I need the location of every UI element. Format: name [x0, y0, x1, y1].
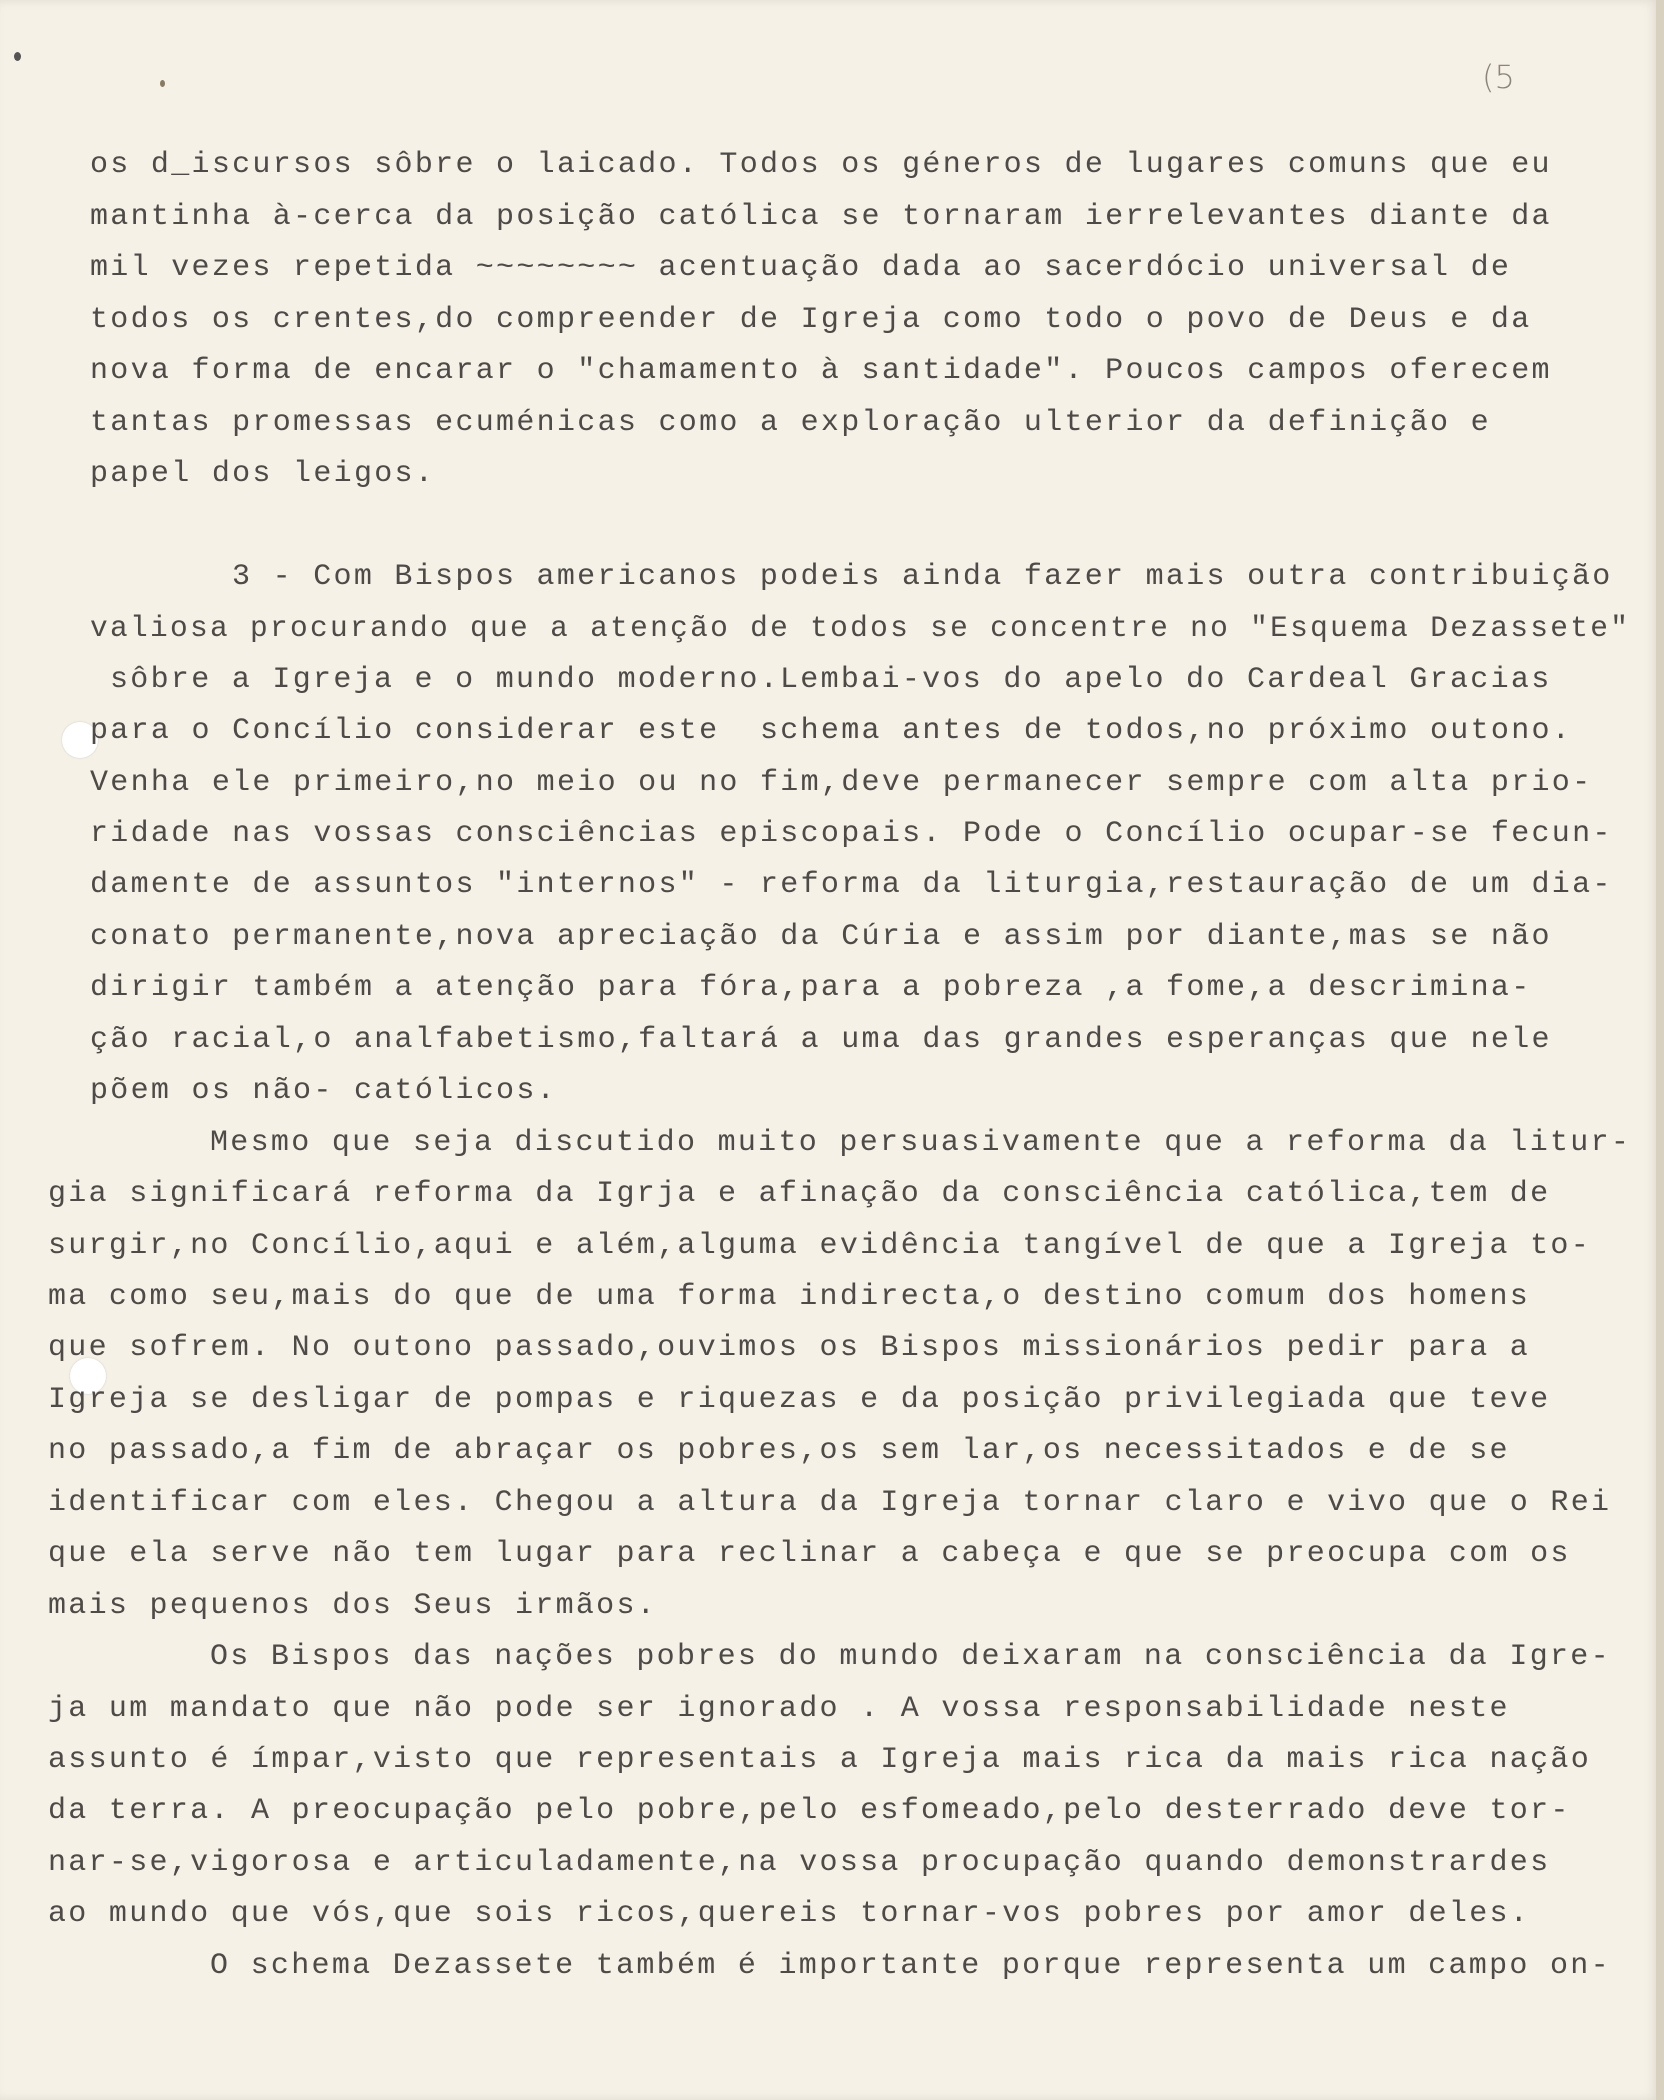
page-edge	[1656, 0, 1664, 2100]
text-line: valiosa procurando que a atenção de todos se concentre no "Esquema Dezassete"	[90, 611, 1631, 645]
text-line: 3 - Com Bispos americanos podeis ainda fazer mais outra contribuição	[232, 560, 1613, 594]
text-line: para o Concílio considerar este schema antes de todos,no próximo outono.	[90, 714, 1573, 748]
text-line: identificar com eles. Chegou a altura da Igreja tornar claro e vivo que o Rei	[48, 1486, 1612, 1520]
text-line: ridade nas vossas consciências episcopais. Pode o Concílio ocupar-se fecun-	[90, 817, 1613, 851]
text-line: dirigir também a atenção para fóra,para a pobreza ,a fome,a descrimina-	[90, 971, 1532, 1005]
text-line: tantas promessas ecuménicas como a exploração ulterior da definição e	[90, 406, 1491, 440]
text-line: no passado,a fim de abraçar os pobres,os sem lar,os necessitados e de se	[48, 1434, 1510, 1468]
text-line: da terra. A preocupação pelo pobre,pelo esfomeado,pelo desterrado deve tor-	[48, 1794, 1571, 1828]
text-line: os d_iscursos sôbre o laicado. Todos os géneros de lugares comuns que eu	[90, 148, 1552, 182]
text-line: põem os não- católicos.	[90, 1074, 557, 1108]
text-line: surgir,no Concílio,aqui e além,alguma evidência tangível de que a Igreja to-	[48, 1229, 1592, 1263]
text-line: conato permanente,nova apreciação da Cúria e assim por diante,mas se não	[90, 920, 1552, 954]
text-line: nova forma de encarar o "chamamento à santidade". Poucos campos oferecem	[90, 354, 1552, 388]
text-line: gia significará reforma da Igrja e afinação da consciência católica,tem de	[48, 1177, 1551, 1211]
text-line: Mesmo que seja discutido muito persuasivamente que a reforma da litur-	[210, 1126, 1632, 1160]
text-line: Venha ele primeiro,no meio ou no fim,deve permanecer sempre com alta prio-	[90, 766, 1593, 800]
text-line: todos os crentes,do compreender de Igreja como todo o povo de Deus e da	[90, 303, 1532, 337]
text-line: Igreja se desligar de pompas e riquezas e da posição privilegiada que teve	[48, 1383, 1551, 1417]
ink-speck	[160, 80, 165, 87]
text-line: ja um mandato que não pode ser ignorado . A vossa responsabilidade neste	[48, 1692, 1510, 1726]
text-line: Os Bispos das nações pobres do mundo deixaram na consciência da Igre-	[210, 1640, 1611, 1674]
text-line: ma como seu,mais do que de uma forma indirecta,o destino comum dos homens	[48, 1280, 1531, 1314]
page-number: (5	[1482, 58, 1515, 96]
text-line: O schema Dezassete também é importante porque representa um campo on-	[210, 1949, 1611, 1983]
text-line: que sofrem. No outono passado,ouvimos os Bispos missionários pedir para a	[48, 1331, 1531, 1365]
text-line: papel dos leigos.	[90, 457, 436, 491]
text-line: mais pequenos dos Seus irmãos.	[48, 1589, 658, 1623]
text-line: nar-se,vigorosa e articuladamente,na vossa procupação quando demonstrardes	[48, 1846, 1551, 1880]
ink-speck	[14, 52, 21, 61]
text-line: ao mundo que vós,que sois ricos,quereis tornar-vos pobres por amor deles.	[48, 1897, 1531, 1931]
text-line: damente de assuntos "internos" - reforma da liturgia,restauração de um dia-	[90, 868, 1613, 902]
text-line: mil vezes repetida ~~~~~~~~ acentuação dada ao sacerdócio universal de	[90, 251, 1512, 285]
text-line: assunto é ímpar,visto que representais a Igreja mais rica da mais rica nação	[48, 1743, 1592, 1777]
text-line: sôbre a Igreja e o mundo moderno.Lembai-vos do apelo do Cardeal Gracias	[110, 663, 1552, 697]
text-line: que ela serve não tem lugar para reclinar a cabeça e que se preocupa com os	[48, 1537, 1571, 1571]
text-line: ção racial,o analfabetismo,faltará a uma das grandes esperanças que nele	[90, 1023, 1552, 1057]
text-line: mantinha à-cerca da posição católica se tornaram ierrelevantes diante da	[90, 200, 1552, 234]
